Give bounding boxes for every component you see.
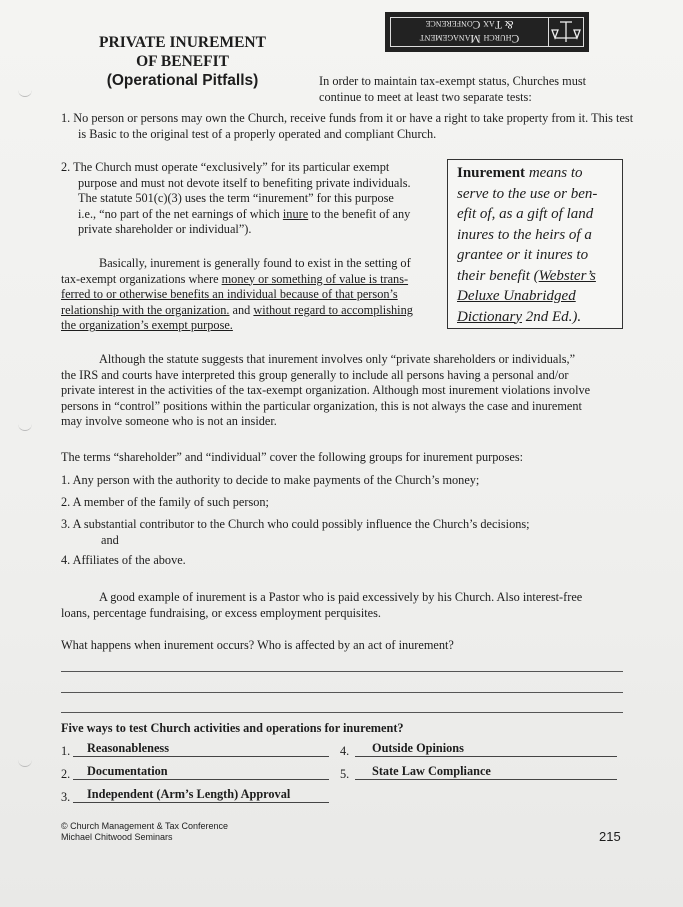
list-item: 3. A substantial contributor to the Church who could possibly influence the Church’s decisions; xyxy=(61,517,530,531)
footer-credits: © Church Management & Tax Conference Michael Chitwood Seminars xyxy=(61,821,229,842)
item-number: 1. xyxy=(61,744,71,758)
example-paragraph: A good example of inurement is a Pastor who is paid excessively by his Church. Also interest-free loans, percentage fundraising, or excess employment perquisites. xyxy=(61,590,583,620)
scan-mark xyxy=(18,422,32,431)
quote-headword: Inurement xyxy=(457,165,526,181)
intro-text: In order to maintain tax-exempt status, Churches must continue to meet at least two separate tests: xyxy=(319,74,587,104)
title-line-3: (Operational Pitfalls) xyxy=(106,72,259,89)
item-number: 3. xyxy=(61,790,71,804)
terms-intro: The terms “shareholder” and “individual” cover the following groups for inurement purposes: xyxy=(61,450,524,464)
groups-list xyxy=(61,473,627,568)
test-1-text: 1. No person or persons may own the Church, receive funds from it or have a right to take property from it. This test is Basic to the original test of a properly operated and compliant Church. xyxy=(61,111,634,141)
item-number: 2. xyxy=(61,767,71,781)
scan-mark xyxy=(18,758,32,767)
page-number: 215 xyxy=(599,829,621,844)
and-word: and xyxy=(101,532,119,547)
answer-independent-approval: Independent (Arm’s Length) Approval xyxy=(73,787,329,803)
answer-state-law-compliance: State Law Compliance xyxy=(355,764,617,780)
answer-reasonableness: Reasonableness xyxy=(73,741,329,757)
basically-paragraph: Basically, inurement is generally found to exist in the setting of tax-exempt organizations where money or something of value is trans- ferred to or otherwise benefits an individual because of that person’s relationship with the organization. and without regard to accomplishing the organization’s exempt purpose. xyxy=(61,256,413,333)
answer-line[interactable] xyxy=(61,712,623,713)
scan-mark xyxy=(18,88,32,97)
item-number: 5. xyxy=(340,767,350,781)
test-2-paragraph: 2. The Church must operate “exclusively” for its particular exempt purpose and must not devote itself to benefiting private individuals. The statute 501(c)(3) uses the term “inurement” for this purpose i.e., “no part of the net earnings of which inure to the benefit of any private shareholder or individual”). xyxy=(61,160,411,237)
answer-line[interactable] xyxy=(61,671,623,672)
list-item: 1. Any person with the authority to decide to make payments of the Church’s money; xyxy=(61,473,480,487)
answer-outside-opinions: Outside Opinions xyxy=(355,741,617,757)
list-item: 2. A member of the family of such person; xyxy=(61,495,269,509)
answer-line[interactable] xyxy=(61,692,623,693)
answer-documentation: Documentation xyxy=(73,764,329,780)
scales-icon xyxy=(548,17,583,47)
question-text: What happens when inurement occurs? Who is affected by an act of inurement? xyxy=(61,638,454,652)
five-ways-heading: Five ways to test Church activities and operations for inurement? xyxy=(61,721,404,735)
page-title xyxy=(60,33,305,90)
logo-text: Church Management & Tax Conference xyxy=(419,18,520,44)
title-line-2: OF BENEFIT xyxy=(136,53,229,70)
although-paragraph: Although the statute suggests that inurement involves only “private shareholders or individuals,” the IRS and courts have interpreted this group generally to include all persons having a personal and/or private interest in the activities of the tax-exempt organization. Although most inurement violations involve persons in “control” positions within the particular organization, this is not always the case and inurement may involve someone who is not an insider. xyxy=(61,352,591,429)
item-number: 4. xyxy=(340,744,350,758)
list-item: 4. Affiliates of the above. xyxy=(61,552,186,567)
conference-logo xyxy=(385,12,589,52)
title-line-1: PRIVATE INUREMENT xyxy=(99,34,266,51)
definition-quote-box: Inurement means to serve to the use or ben- efit of, as a gift of land inures to the heirs of a grantee or it inures to their benefit (Webster’s Deluxe Unabridged Dictionary 2nd Ed.). xyxy=(447,159,623,329)
